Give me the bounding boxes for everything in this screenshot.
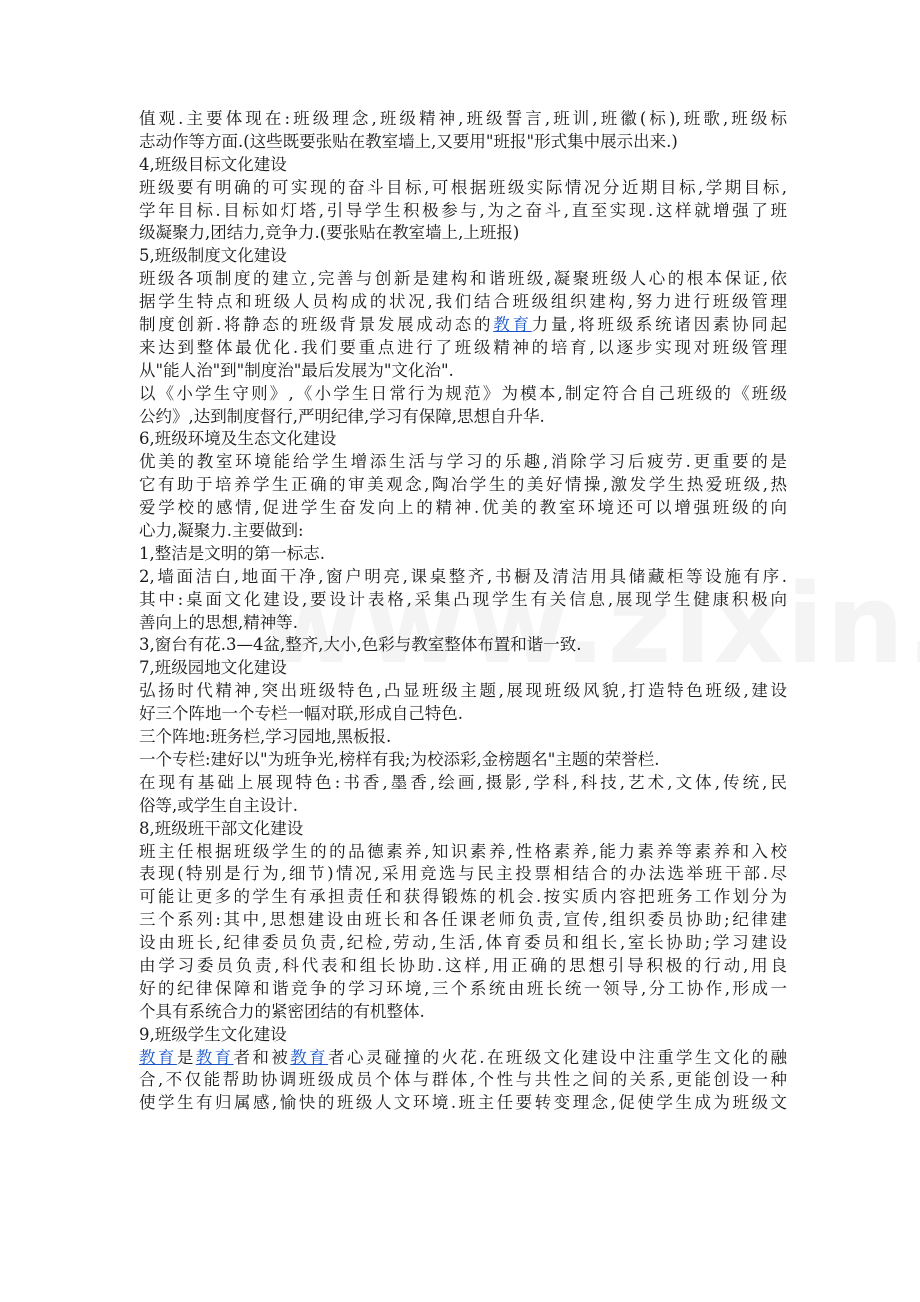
text-line xyxy=(139,703,787,726)
text-line xyxy=(139,978,787,1001)
text-segment: 以《小学生守则》,《小学生日常行为规范》为模本,制定符合自己班级的《班级 xyxy=(139,383,787,403)
text-line xyxy=(139,634,787,657)
text-segment: 可能让更多的学生有承担责任和获得锻炼的机会.按实质内容把班务工作划分为 xyxy=(139,887,787,907)
text-line xyxy=(139,543,787,566)
text-line xyxy=(139,863,787,886)
text-segment: 其中:桌面文化建设,要设计表格,采集凸现学生有关信息,展现学生健康积极向 xyxy=(139,589,787,609)
text-line xyxy=(139,131,787,154)
text-segment: 表现(特别是行为,细节)情况,采用竞选与民主投票相结合的办法选举班干部.尽 xyxy=(139,864,787,884)
text-line xyxy=(139,795,787,818)
text-segment: 公约》,达到制度督行,严明纪律,学习有保障,思想自升华. xyxy=(139,406,545,426)
text-segment: 三个系列:其中,思想建设由班长和各任课老师负责,宣传,组织委员协助;纪律建 xyxy=(139,910,787,930)
text-line xyxy=(139,566,787,589)
text-segment: 6,班级环境及生态文化建设 xyxy=(139,429,337,449)
text-line xyxy=(139,749,787,772)
text-segment: 值观.主要体现在:班级理念,班级精神,班级誓言,班训,班徽(标),班歌,班级标 xyxy=(139,109,787,128)
text-line xyxy=(139,451,787,474)
text-segment: 心力,凝聚力.主要做到: xyxy=(139,521,304,541)
text-segment: 爱学校的感情,促进学生奋发向上的精神.优美的教室环境还可以增强班级的向 xyxy=(139,498,787,518)
text-line xyxy=(139,841,787,864)
text-segment: 5,班级制度文化建设 xyxy=(139,246,287,266)
text-line xyxy=(139,1092,787,1115)
text-segment: 从"能人治"到"制度治"最后发展为"文化治". xyxy=(139,360,454,380)
text-segment: 4,班级目标文化建设 xyxy=(139,154,287,174)
text-segment: 俗等,或学生自主设计. xyxy=(139,795,298,815)
text-line xyxy=(139,886,787,909)
text-segment: 是 xyxy=(176,1047,196,1067)
text-line xyxy=(139,200,787,223)
text-segment: 者心灵碰撞的火花.在班级文化建设中注重学生文化的融 xyxy=(328,1047,787,1067)
text-segment: 弘扬时代精神,突出班级特色,凸显班级主题,展现班级风貌,打造特色班级,建设 xyxy=(139,681,787,701)
text-line xyxy=(139,932,787,955)
text-line xyxy=(139,383,787,406)
text-line xyxy=(139,245,787,268)
text-line xyxy=(139,612,787,635)
text-segment: 在现有基础上展现特色:书香,墨香,绘画,摄影,学科,科技,艺术,文体,传统,民 xyxy=(139,772,787,792)
text-segment: 力量,将班级系统诸因素协同起 xyxy=(531,315,787,335)
text-segment: 据学生特点和班级人员构成的状况,我们结合班级组织建构,努力进行班级管理 xyxy=(139,292,787,312)
text-segment: 班级各项制度的建立,完善与创新是建构和谐班级,凝聚班级人心的根本保证,依 xyxy=(139,269,787,289)
text-segment: 7,班级园地文化建设 xyxy=(139,658,287,678)
education-link[interactable]: 教育 xyxy=(493,315,532,335)
text-segment: 由学习委员负责,科代表和组长协助.这样,用正确的思想引导积极的行动,用良 xyxy=(139,955,787,975)
text-segment: 志动作等方面.(这些既要张贴在教室墙上,又要用"班报"形式集中展示出来.) xyxy=(139,131,678,151)
text-segment: 合,不仅能帮助协调班级成员个体与群体,个性与共性之间的关系,更能创设一种 xyxy=(139,1070,787,1090)
text-segment: 优美的教室环境能给学生增添生活与学习的乐趣,消除学习后疲劳.更重要的是 xyxy=(139,452,787,472)
text-segment: 它有助于培养学生正确的审美观念,陶冶学生的美好情操,激发学生热爱班级,热 xyxy=(139,475,787,495)
text-segment: 3,窗台有花.3—4盆,整齐,大小,色彩与教室整体布置和谐一致. xyxy=(139,635,582,655)
text-line xyxy=(139,1047,787,1070)
text-line xyxy=(139,657,787,680)
text-segment: 9,班级学生文化建设 xyxy=(139,1024,287,1044)
text-line xyxy=(139,909,787,932)
text-segment: 好三个阵地一个专栏一幅对联,形成自己特色. xyxy=(139,704,463,724)
text-segment: 者和被 xyxy=(233,1047,291,1067)
document-body xyxy=(139,108,787,1115)
text-segment: 学年目标.目标如灯塔,引导学生积极参与,为之奋斗,直至实现.这样就增强了班 xyxy=(139,200,787,220)
text-line xyxy=(139,428,787,451)
text-line xyxy=(139,314,787,337)
text-segment: 来达到整体最优化.我们要重点进行了班级精神的培育,以逐步实现对班级管理 xyxy=(139,337,787,357)
text-line xyxy=(139,1024,787,1047)
text-line xyxy=(139,360,787,383)
text-line xyxy=(139,406,787,429)
education-link[interactable]: 教育 xyxy=(139,1047,177,1067)
education-link[interactable]: 教育 xyxy=(195,1047,234,1067)
text-line xyxy=(139,268,787,291)
text-line xyxy=(139,108,787,131)
text-segment: 个具有系统合力的紧密团结的有机整体. xyxy=(139,1001,425,1021)
text-segment: 善向上的思想,精神等. xyxy=(139,612,298,632)
text-segment: 2,墙面洁白,地面干净,窗户明亮,课桌整齐,书橱及清洁用具储藏柜等设施有序. xyxy=(139,566,787,586)
text-line xyxy=(139,1001,787,1024)
text-line xyxy=(139,955,787,978)
text-line xyxy=(139,497,787,520)
text-line xyxy=(139,1069,787,1092)
text-segment: 8,班级班干部文化建设 xyxy=(139,818,304,838)
text-line xyxy=(139,818,787,841)
text-segment: 制度创新.将静态的班级背景发展成动态的 xyxy=(139,315,494,335)
text-line xyxy=(139,474,787,497)
text-line xyxy=(139,291,787,314)
text-segment: 三个阵地:班务栏,学习园地,黑板报. xyxy=(139,727,392,747)
text-line xyxy=(139,726,787,749)
text-segment: 一个专栏:建好以"为班争光,榜样有我;为校添彩,金榜题名"主题的荣誉栏. xyxy=(139,749,660,769)
text-segment: 使学生有归属感,愉快的班级人文环境.班主任要转变理念,促使学生成为班级文 xyxy=(139,1093,787,1113)
text-line xyxy=(139,177,787,200)
text-line xyxy=(139,154,787,177)
text-segment: 班级要有明确的可实现的奋斗目标,可根据班级实际情况分近期目标,学期目标, xyxy=(139,177,787,197)
text-line xyxy=(139,589,787,612)
education-link[interactable]: 教育 xyxy=(290,1047,329,1067)
text-line xyxy=(139,222,787,245)
text-line xyxy=(139,680,787,703)
text-line xyxy=(139,337,787,360)
text-segment: 1,整洁是文明的第一标志. xyxy=(139,543,325,563)
text-segment: 设由班长,纪律委员负责,纪检,劳动,生活,体育委员和组长,室长协助;学习建设 xyxy=(139,933,787,953)
text-segment: 级凝聚力,团结力,竞争力.(要张贴在教室墙上,上班报) xyxy=(139,223,520,243)
text-segment: 好的纪律保障和谐竞争的学习环境,三个系统由班长统一领导,分工协作,形成一 xyxy=(139,978,787,998)
text-line xyxy=(139,772,787,795)
text-segment: 班主任根据班级学生的的品德素养,知识素养,性格素养,能力素养等素养和入校 xyxy=(139,841,787,861)
text-line xyxy=(139,520,787,543)
